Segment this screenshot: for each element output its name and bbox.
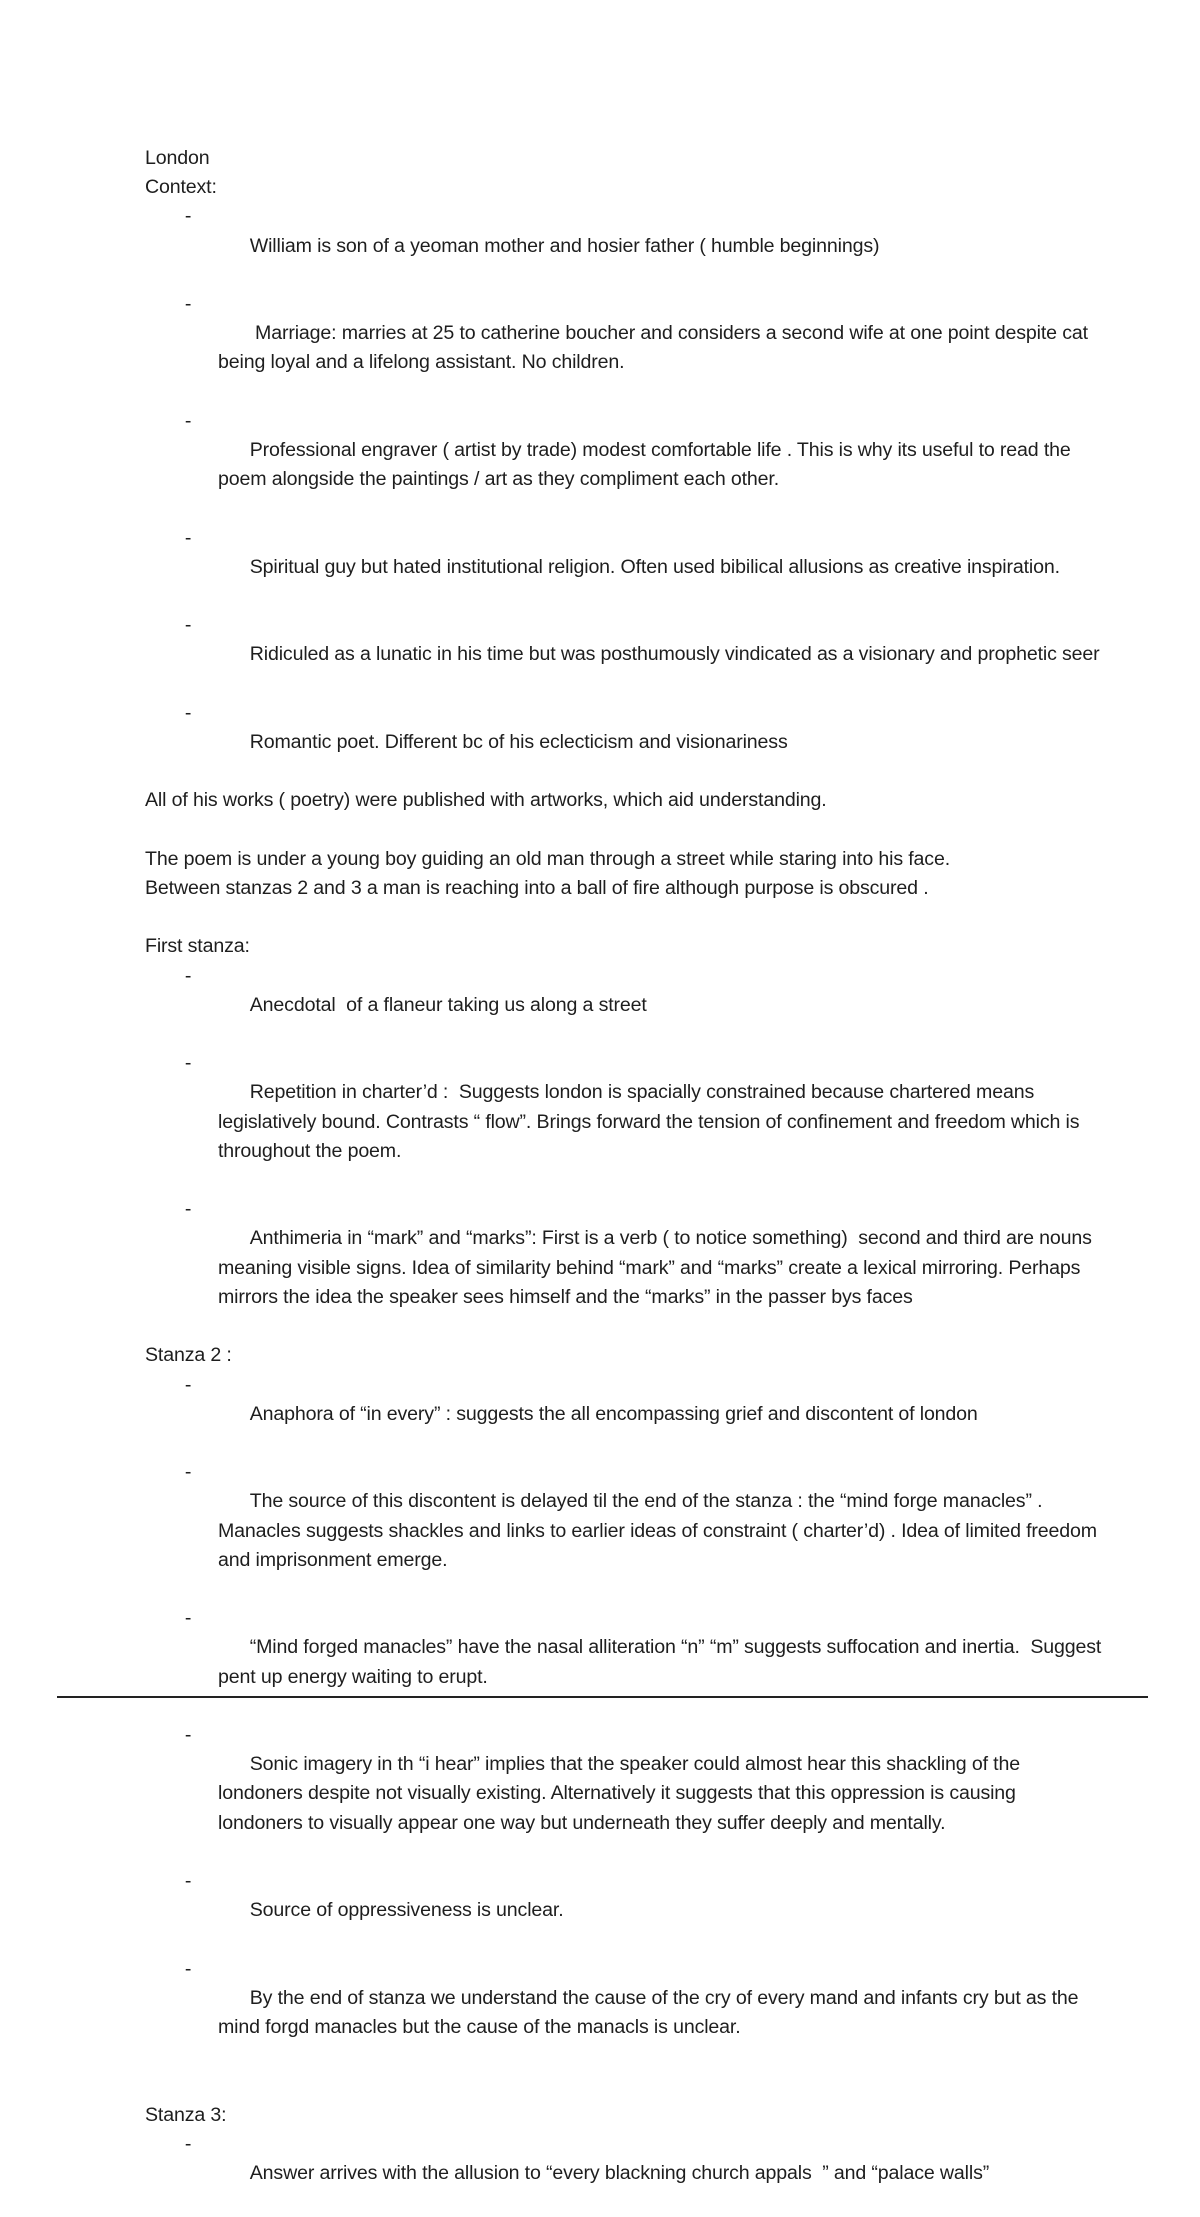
list-item [145, 611, 1105, 699]
bullet-dash-icon: - [184, 2132, 192, 2155]
list-item-text: By the end of stanza we understand the cause of the cry of every mand and infants cry but as the mind forgd manacles but the cause of the manacls is unclear. [218, 1986, 1084, 2038]
list-item [145, 1721, 1105, 1867]
bullet-dash-icon: - [184, 1869, 192, 1892]
list-item-text: William is son of a yeoman mother and hosier father ( humble beginnings) [249, 234, 880, 257]
bullet-dash-icon: - [184, 526, 192, 549]
list-item [145, 1604, 1105, 1721]
list-item [145, 962, 1105, 1050]
list-item-text: Marriage: marries at 25 to catherine boucher and considers a second wife at one point despite cat being loyal and a lifelong assistant. No children. [218, 322, 1094, 374]
spacer [145, 903, 1105, 932]
bullet-dash-icon: - [184, 614, 192, 637]
bullet-dash-icon: - [184, 409, 192, 432]
artwork-description-line-1: The poem is under a young boy guiding an old man through a street while staring into his face. [145, 847, 950, 870]
list-item [145, 1195, 1105, 1341]
list-item-text: Anaphora of “in every” : suggests the all encompassing grief and discontent of london [249, 1402, 978, 1425]
stanza-2-bullet-list [145, 1371, 1105, 2072]
list-item [145, 1867, 1105, 1955]
bullet-dash-icon: - [184, 205, 192, 228]
list-item-text: Spiritual guy but hated institutional religion. Often used bibilical allusions as creative inspiration. [249, 555, 1060, 578]
section-heading-context: Context: [145, 176, 217, 199]
bullet-dash-icon: - [184, 1607, 192, 1630]
bullet-dash-icon: - [184, 1373, 192, 1396]
bullet-dash-icon: - [184, 1461, 192, 1484]
list-item-text: Romantic poet. Different bc of his eclecticism and visionariness [249, 731, 788, 754]
list-item-text: The source of this discontent is delayed til the end of the stanza : the “mind forge manacles” . Manacles suggests shackles and links to earlier ideas of constraint ( charter’d) . Idea of limited freedom and imprisonment emerge. [218, 1490, 1103, 1571]
list-item [145, 407, 1105, 524]
list-item-text: Sonic imagery in th “i hear” implies that the speaker could almost hear this shackling of the londoners despite not visually existing. Alternatively it suggests that this oppression is causing londoners to visually appear one way but underneath they suffer deeply and mentally. [218, 1753, 1026, 1834]
section-heading-first-stanza: First stanza: [145, 935, 250, 958]
list-item [145, 290, 1105, 407]
list-item [145, 1458, 1105, 1604]
spacer [145, 816, 1105, 845]
list-item [145, 1371, 1105, 1459]
document-title: London [145, 147, 210, 169]
section-heading-stanza-2: Stanza 2 : [145, 1344, 232, 1367]
bullet-dash-icon: - [184, 1052, 192, 1075]
list-item [145, 524, 1105, 612]
list-item-text: Answer arrives with the allusion to “every blackning church appals ” and “palace walls” [249, 2161, 990, 2184]
bullet-dash-icon: - [184, 1198, 192, 1221]
spacer [145, 2071, 1105, 2100]
list-item-text: Source of oppressiveness is unclear. [249, 1899, 564, 1922]
list-item-text: Professional engraver ( artist by trade) modest comfortable life . This is why its useful to read the poem alongside the paintings / art as they compliment each other. [218, 439, 1076, 491]
list-item-text: Anecdotal of a flaneur taking us along a street [249, 993, 647, 1016]
list-item-text: “Mind forged manacles” have the nasal alliteration “n” “m” suggests suffocation and inertia. Suggest pent up energy waiting to erupt. [218, 1636, 1107, 1688]
bullet-dash-icon: - [184, 293, 192, 316]
list-item-text: Anthimeria in “mark” and “marks”: First is a verb ( to notice something) second and third are nouns meaning visible signs. Idea of similarity behind “mark” and “marks” create a lexical mirroring. Perhaps mirrors the idea the speaker sees himself and the “marks” in the passer bys faces [218, 1227, 1098, 1308]
list-item [145, 2130, 1105, 2217]
page-bottom-rule [57, 1696, 1148, 1698]
bullet-dash-icon: - [184, 1723, 192, 1746]
document-page [145, 144, 1105, 2217]
list-item [145, 1049, 1105, 1195]
stanza-3-bullet-list [145, 2130, 1105, 2217]
artwork-description-line-2: Between stanzas 2 and 3 a man is reaching into a ball of fire although purpose is obscured . [145, 877, 929, 900]
list-item-text: Repetition in charter’d : Suggests london is spacially constrained because chartered means legislatively bound. Contrasts “ flow”. Brings forward the tension of confinement and freedom which is throughout the poem. [218, 1081, 1085, 1162]
list-item [145, 202, 1105, 290]
list-item [145, 1955, 1105, 2072]
list-item [145, 699, 1105, 787]
list-item-text: Ridiculed as a lunatic in his time but was posthumously vindicated as a visionary and prophetic seer [249, 643, 1100, 666]
context-summary: All of his works ( poetry) were published with artworks, which aid understanding. [145, 789, 827, 812]
context-bullet-list [145, 202, 1105, 786]
bullet-dash-icon: - [184, 701, 192, 724]
bullet-dash-icon: - [184, 964, 192, 987]
first-stanza-bullet-list [145, 962, 1105, 1342]
bullet-dash-icon: - [184, 1957, 192, 1980]
section-heading-stanza-3: Stanza 3: [145, 2103, 227, 2126]
